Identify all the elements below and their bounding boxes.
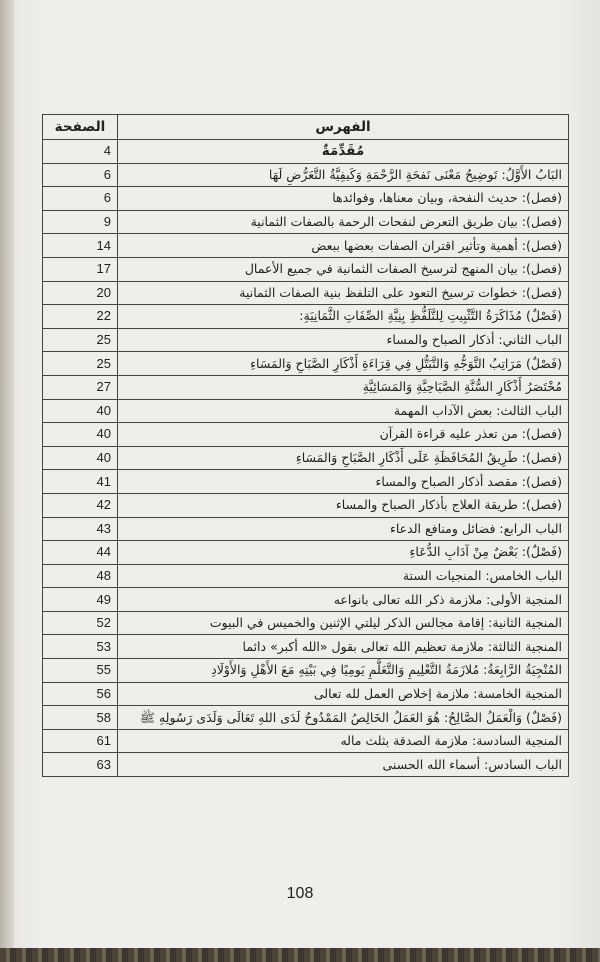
entry-title: المنجية الثانية: إقامة مجالس الذكر ليلتي الإثنين والخميس في البيوت	[118, 611, 569, 635]
entry-page: 49	[43, 588, 118, 612]
entry-page: 25	[43, 352, 118, 376]
entry-title: المنجية الخامسة: ملازمة إخلاص العمل لله تعالى	[118, 682, 569, 706]
entry-page: 40	[43, 423, 118, 447]
page-binding-edge	[0, 0, 14, 962]
table-row	[43, 493, 569, 517]
entry-page: 63	[43, 753, 118, 777]
entry-title: (فصل): مقصد أذكار الصباح والمساء	[118, 470, 569, 494]
table-row	[43, 588, 569, 612]
entry-title: الباب الرابع: فضائل ومنافع الدعاء	[118, 517, 569, 541]
table-row	[43, 706, 569, 730]
table-row	[43, 257, 569, 281]
table-row	[43, 163, 569, 187]
table-row	[43, 753, 569, 777]
entry-page: 58	[43, 706, 118, 730]
table-row	[43, 517, 569, 541]
entry-page: 25	[43, 328, 118, 352]
entry-page: 42	[43, 493, 118, 517]
entry-title: مُخْتَصَرُ أَذْكَارِ السُّنَّةِ الصَّبَاحِيَّةِ وَالمَسَائِيَّةِ	[118, 375, 569, 399]
entry-title: (فَصْلٌ) مُذَاكَرَةُ التَّثْبِيتِ لِلتَّلَفُّظِ بِنِيَّةِ الصِّفَاتِ الثَّمَانِيَةِ:	[118, 305, 569, 329]
page-number: 108	[286, 885, 314, 902]
table-of-contents	[42, 114, 569, 777]
table-row	[43, 564, 569, 588]
table-row	[43, 399, 569, 423]
table-row	[43, 659, 569, 683]
entry-title: (فصل): طريقة العلاج بأذكار الصباح والمساء	[118, 493, 569, 517]
entry-title: المنجية الأولى: ملازمة ذكر الله تعالى بانواعه	[118, 588, 569, 612]
table-row	[43, 470, 569, 494]
entry-title: (فصل): طَرِيقُ المُحَافَظَةِ عَلَى أَذْكَارِ الصَّبَاحِ وَالمَسَاءِ	[118, 446, 569, 470]
table-row	[43, 140, 569, 164]
bottom-edge-strip	[0, 948, 600, 962]
entry-title: الباب الثاني: أذكار الصباح والمساء	[118, 328, 569, 352]
table-row	[43, 187, 569, 211]
entry-title: (فصل): بيان المنهج لترسيخ الصفات الثمانية في جميع الأعمال	[118, 257, 569, 281]
entry-page: 56	[43, 682, 118, 706]
entry-page: 22	[43, 305, 118, 329]
entry-page: 17	[43, 257, 118, 281]
entry-title: الباب الخامس: المنجيات الستة	[118, 564, 569, 588]
entry-page: 27	[43, 375, 118, 399]
entry-page: 41	[43, 470, 118, 494]
entry-page: 4	[43, 140, 118, 164]
entry-title: (فصل): خطوات ترسيخ التعود على التلفظ بنية الصفات الثمانية	[118, 281, 569, 305]
entry-page: 44	[43, 541, 118, 565]
table-row	[43, 611, 569, 635]
table-row	[43, 210, 569, 234]
entry-page: 55	[43, 659, 118, 683]
table-row	[43, 375, 569, 399]
table-row	[43, 352, 569, 376]
header-title: الفهرس	[118, 115, 569, 140]
entry-title: المنجية الثالثة: ملازمة تعظيم الله تعالى بقول «الله أكبر» دائما	[118, 635, 569, 659]
entry-title: الباب السادس: أسماء الله الحسنى	[118, 753, 569, 777]
entry-title: المُنْجِيَةُ الرَّابِعَةُ: مُلازَمَةُ التَّعْلِيمِ وَالتَّعَلُّمِ يَومِيًا فِي بَيْتِهِ مَعَ الأَهْلِ وَالأَوْلَادِ	[118, 659, 569, 683]
entry-page: 9	[43, 210, 118, 234]
entry-page: 48	[43, 564, 118, 588]
table-row	[43, 446, 569, 470]
entry-title: (فصل): حديث النفحة، وبيان معناها، وفوائدها	[118, 187, 569, 211]
entry-title: مُقَدِّمَةٌ	[118, 140, 569, 164]
table-row	[43, 541, 569, 565]
entry-page: 61	[43, 729, 118, 753]
entry-title: (فصل): أهمية وتأثير اقتران الصفات بعضها ببعض	[118, 234, 569, 258]
header-page: الصفحة	[43, 115, 118, 140]
entry-page: 6	[43, 163, 118, 187]
entry-title: (فصل): بيان طريق التعرض لنفحات الرحمة بالصفات الثمانية	[118, 210, 569, 234]
table-row	[43, 328, 569, 352]
table-row	[43, 729, 569, 753]
entry-page: 20	[43, 281, 118, 305]
table-row	[43, 682, 569, 706]
entry-page: 40	[43, 399, 118, 423]
table-row	[43, 635, 569, 659]
table-row	[43, 281, 569, 305]
entry-title: (فَصْلٌ) وَالْعَمَلُ الصَّالِحُ: هُوَ العَمَلُ الخَالِصُ المَمْدُوحُ لَدَى اللهِ تَعَالَى وَلَدَى رَسُولِهِ ﷺ	[118, 706, 569, 730]
entry-page: 43	[43, 517, 118, 541]
entry-page: 40	[43, 446, 118, 470]
entry-page: 53	[43, 635, 118, 659]
entry-page: 6	[43, 187, 118, 211]
entry-title: الباب الثالث: بعض الآداب المهمة	[118, 399, 569, 423]
entry-page: 14	[43, 234, 118, 258]
table-row	[43, 234, 569, 258]
entry-title: المنجية السادسة: ملازمة الصدقة بثلث ماله	[118, 729, 569, 753]
table-row	[43, 305, 569, 329]
table-row	[43, 423, 569, 447]
entry-page: 52	[43, 611, 118, 635]
entry-title: (فَصْلٌ): بَعْضٌ مِنْ آدَابِ الدُّعَاءِ	[118, 541, 569, 565]
entry-title: (فَصْلٌ) مَرَاتِبُ التَّوَجُّهِ وَالتَّبَتُّلِ فِي قِرَاءَةِ أَذْكَارِ الصَّبَاحِ وَالمَسَاءِ	[118, 352, 569, 376]
table-header-row	[43, 115, 569, 140]
entry-title: (فصل): من تعذر عليه قراءة القرآن	[118, 423, 569, 447]
entry-title: البَابُ الأَوَّلُ: تَوضِيحُ مَعْنَى نَفحَةِ الرَّحْمَةِ وَكَيفِيَّةُ التَّعَرُّضِ لَهَا	[118, 163, 569, 187]
